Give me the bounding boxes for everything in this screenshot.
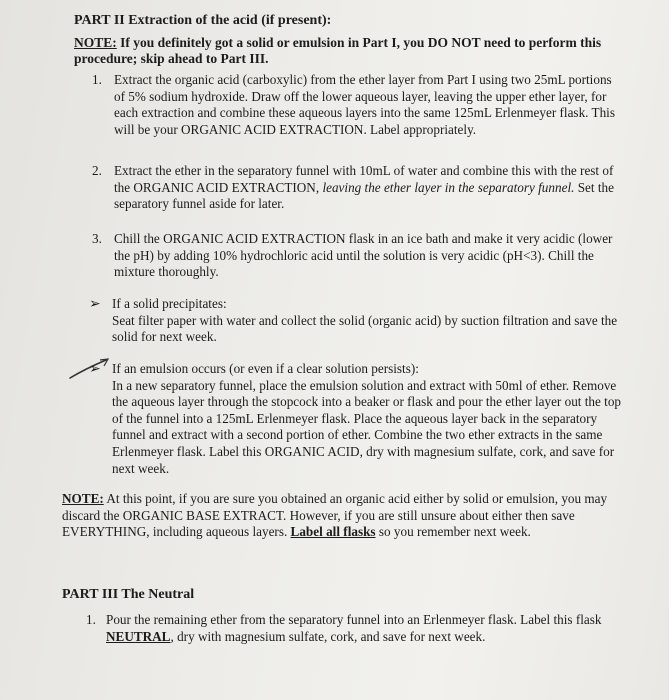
part3-neutral-label: NEUTRAL bbox=[106, 628, 171, 644]
note-2-label-flasks: Label all flasks bbox=[290, 524, 376, 540]
step-2-text-italic: leaving the ether layer in the separatory funnel. bbox=[322, 179, 575, 195]
part3-step-1-number: 1. bbox=[86, 612, 96, 627]
step-2-text-end: Set the separatory funnel aside for later. bbox=[114, 179, 614, 212]
bullet-1-arrow-icon: ➢ bbox=[89, 297, 101, 312]
step-2-text-plain: Extract the ether in the separatory funnel with 10mL of water and combine this with the rest of the ORGANIC ACID EXTRACTION, bbox=[114, 163, 614, 195]
bullet-2-arrow-icon: ➢ bbox=[89, 362, 101, 377]
part2-note bbox=[74, 35, 614, 67]
step-3-number: 3. bbox=[92, 231, 102, 246]
bullet-1-heading: If a solid precipitates: bbox=[112, 296, 227, 311]
part2-title: PART II Extraction of the acid (if present): bbox=[74, 13, 332, 28]
note-2 bbox=[62, 491, 644, 541]
part3-step-1-text bbox=[106, 612, 646, 645]
part2-note-label: NOTE: bbox=[74, 35, 117, 50]
part2-note-text: If you definitely got a solid or emulsion in Part I, you DO NOT need to perform this procedure; skip ahead to Part III. bbox=[74, 35, 602, 66]
note-2-text-b: so you remember next week. bbox=[375, 524, 531, 540]
part3-text-a: Pour the remaining ether from the separatory funnel into an Erlenmeyer flask. Label this flask bbox=[106, 612, 602, 627]
part3-text-b: , dry with magnesium sulfate, cork, and save for next week. bbox=[170, 628, 486, 644]
step-1-number: 1. bbox=[92, 72, 102, 87]
note-2-label: NOTE: bbox=[62, 491, 104, 506]
step-2-number: 2. bbox=[92, 163, 102, 178]
bullet-1-text: Seat filter paper with water and collect the solid (organic acid) by suction filtration and save the solid for next week. bbox=[112, 312, 618, 345]
part3-title: PART III The Neutral bbox=[62, 587, 195, 602]
bullet-2-heading: If an emulsion occurs (or even if a clear solution persists): bbox=[112, 361, 419, 376]
bullet-1 bbox=[112, 296, 626, 346]
note-2-text-a: At this point, if you are sure you obtained an organic acid either by solid or emulsion, you may discard the ORGANIC BASE EXTRACT. However, if you are still unsure about either then save EVERYTHING, including aqueous layers. bbox=[62, 491, 608, 540]
bullet-2 bbox=[112, 361, 628, 477]
step-2-text bbox=[114, 163, 624, 213]
step-1-text: Extract the organic acid (carboxylic) from the ether layer from Part I using two 25mL portions of 5% sodium hydroxide. Draw off the lower aqueous layer, leaving the upper ether layer, for each extraction and combine these aqueous layers into the same 125mL Erlenmeyer flask. This will be your ORGANIC ACID EXTRACTION. Label appropriately. bbox=[114, 72, 615, 137]
step-3-text: Chill the ORGANIC ACID EXTRACTION flask in an ice bath and make it very acidic (lower the pH) by adding 10% hydrochloric acid until the solution is very acidic (pH<3). Chill the mixture thoroughly. bbox=[114, 231, 613, 280]
bullet-2-text: In a new separatory funnel, place the emulsion solution and extract with 50ml of ether. Remove the aqueous layer through the stopcock into a beaker or flask and pour the ether layer out the top of the funnel into a 125mL Erlenmeyer flask. Place the aqueous layer back in the separatory funnel and extract with a second portion of ether. Combine the two ether extracts in the same Erlenmeyer flask. Label this ORGANIC ACID, dry with magnesium sulfate, cork, and save for next week. bbox=[112, 377, 622, 476]
